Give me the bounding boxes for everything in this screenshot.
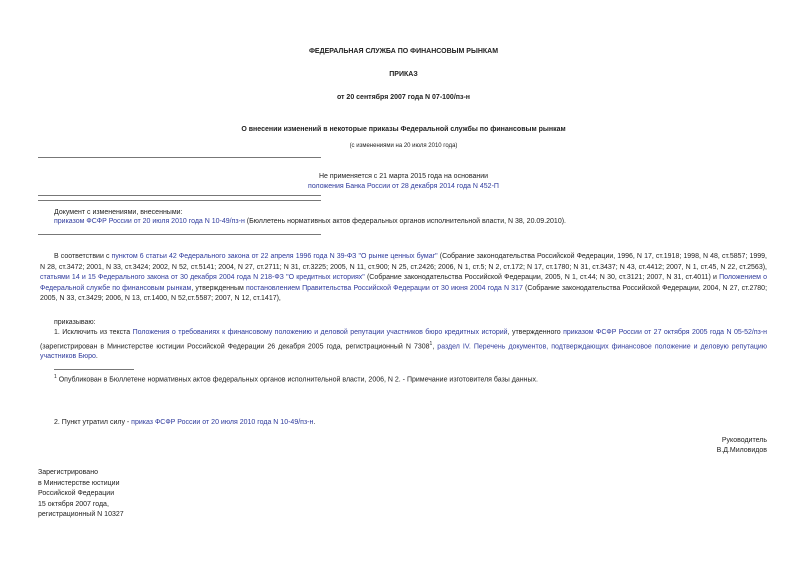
item-2-paragraph	[54, 417, 774, 428]
divider	[38, 157, 321, 158]
document-date: от 20 сентября 2007 года N 07-100/пз-н	[336, 94, 471, 101]
edition-note: (с изменениями на 20 июля 2010 года)	[349, 143, 458, 149]
item-2-text: .	[313, 419, 316, 426]
footnote-divider	[54, 369, 134, 370]
item-1-text: 1. Исключить из текста	[54, 329, 133, 336]
footnote-ref[interactable]: 1	[429, 340, 433, 347]
preamble-link-resolution-317[interactable]: постановлением Правительства Российской Федерации от 30 июня 2004 года N 317	[245, 284, 523, 292]
footnote	[54, 372, 774, 385]
signature-name: В.Д.Миловидов	[716, 447, 767, 454]
registration-line: Российской Федерации	[38, 490, 115, 497]
order-word: приказываю:	[54, 319, 96, 326]
preamble-text: , утвержденным	[191, 284, 246, 292]
item-1-text: (зарегистрирован в Министерстве юстиции Российской Федерации 26 декабря 2005 года, регистрационный N 7308	[40, 342, 430, 350]
item-1-paragraph	[40, 328, 767, 363]
item-1-text: , утвержденного	[507, 329, 564, 336]
notice-line: Не применяется с 21 марта 2015 года на основании	[318, 173, 489, 180]
divider	[38, 195, 321, 196]
item-2-link-order[interactable]: приказ ФСФР России от 20 июля 2010 года N 10-49/пз-н	[131, 419, 314, 426]
item-1-text: .	[95, 353, 98, 361]
registration-line: в Министерстве юстиции	[38, 479, 120, 487]
registration-line: Зарегистрировано	[38, 469, 98, 476]
registration-block	[38, 468, 124, 521]
item-1-link-section-iv[interactable]: раздел IV. Перечень документов, подтверждающих финансовое положение и деловую репутацию участников Бюро	[40, 342, 768, 361]
preamble-paragraph	[40, 252, 767, 305]
preamble-link-law-39[interactable]: пунктом 6 статьи 42 Федерального закона от 22 апреля 1996 года N 39-ФЗ "О рынке ценных бумаг"	[111, 253, 438, 260]
item-1-link-order[interactable]: приказом ФСФР России от 27 октября 2005 года N 05-52/пз-н	[563, 329, 768, 336]
document-type: ПРИКАЗ	[389, 71, 418, 78]
signature-role: Руководитель	[721, 437, 767, 444]
preamble-text: (Собрание законодательства Российской Федерации, 2005, N 1, ст.44; N 30, ст.3121; 2007, N 31, ст.4011) и	[364, 274, 720, 281]
changes-line	[54, 216, 774, 227]
item-1-text: ,	[432, 342, 438, 350]
agency-name: ФЕДЕРАЛЬНАЯ СЛУЖБА ПО ФИНАНСОВЫМ РЫНКАМ	[308, 48, 499, 55]
divider	[38, 234, 321, 235]
changes-label: Документ с изменениями, внесенными:	[54, 209, 183, 216]
registration-line: регистрационный N 10327	[38, 511, 124, 518]
document-title: О внесении изменений в некоторые приказы Федеральной службы по финансовым рынкам	[241, 126, 566, 133]
preamble-text: (Собрание законодательства Российской Федерации, 1996, N 17, ст.1918; 1998, N 48, ст.5857; 1999, N 28, ст.3472; 2001, N 33, ст.3424; 2002, N 52, ст.5141; 2004, N 27, ст.2711; N 31, ст.3225; 2005, N 11, ст.900; N 25, ст.2426; 2006, N 1, ст.5; N 2, ст.172; N 17, ст.1780; N 31, ст.3437; N 43, ст.4412; 2007, N 1, ст.45, N 22, ст.2563),	[40, 253, 767, 271]
item-1-link-regulation[interactable]: Положения о требованиях к финансовому положению и деловой репутации участников бюро кредитных историй	[132, 329, 508, 336]
preamble-link-regulation[interactable]: Положением о Федеральной службе по финансовым рынкам	[40, 274, 767, 292]
notice-link[interactable]: положения Банка России от 28 декабря 2014 года N 452-П	[308, 183, 499, 190]
footnote-mark: 1	[54, 374, 57, 380]
changes-link[interactable]: приказом ФСФР России от 20 июля 2010 года N 10-49/пз-н	[54, 218, 245, 225]
divider	[38, 200, 321, 201]
preamble-text: (Собрание законодательства Российской Федерации, 2004, N 27, ст.2780; 2005, N 33, ст.3429; 2006, N 13, ст.1400, N 52,ст.5587; 2007, N 12, ст.1417),	[40, 284, 768, 302]
footnote-text: Опубликован в Бюллетене нормативных актов федеральных органов исполнительной власти, 2006, N 2. - Примечание изготовителя базы данных.	[56, 376, 538, 384]
registration-line: 15 октября 2007 года,	[38, 500, 109, 508]
preamble-text: В соответствии с	[54, 253, 112, 260]
preamble-link-law-218[interactable]: статьями 14 и 15 Федерального закона от 30 декабря 2004 года N 218-ФЗ "О кредитных историях"	[40, 274, 365, 281]
changes-tail: (Бюллетень нормативных актов федеральных органов исполнительной власти, N 38, 20.09.2010).	[244, 218, 566, 225]
item-2-text: 2. Пункт утратил силу -	[54, 419, 132, 426]
